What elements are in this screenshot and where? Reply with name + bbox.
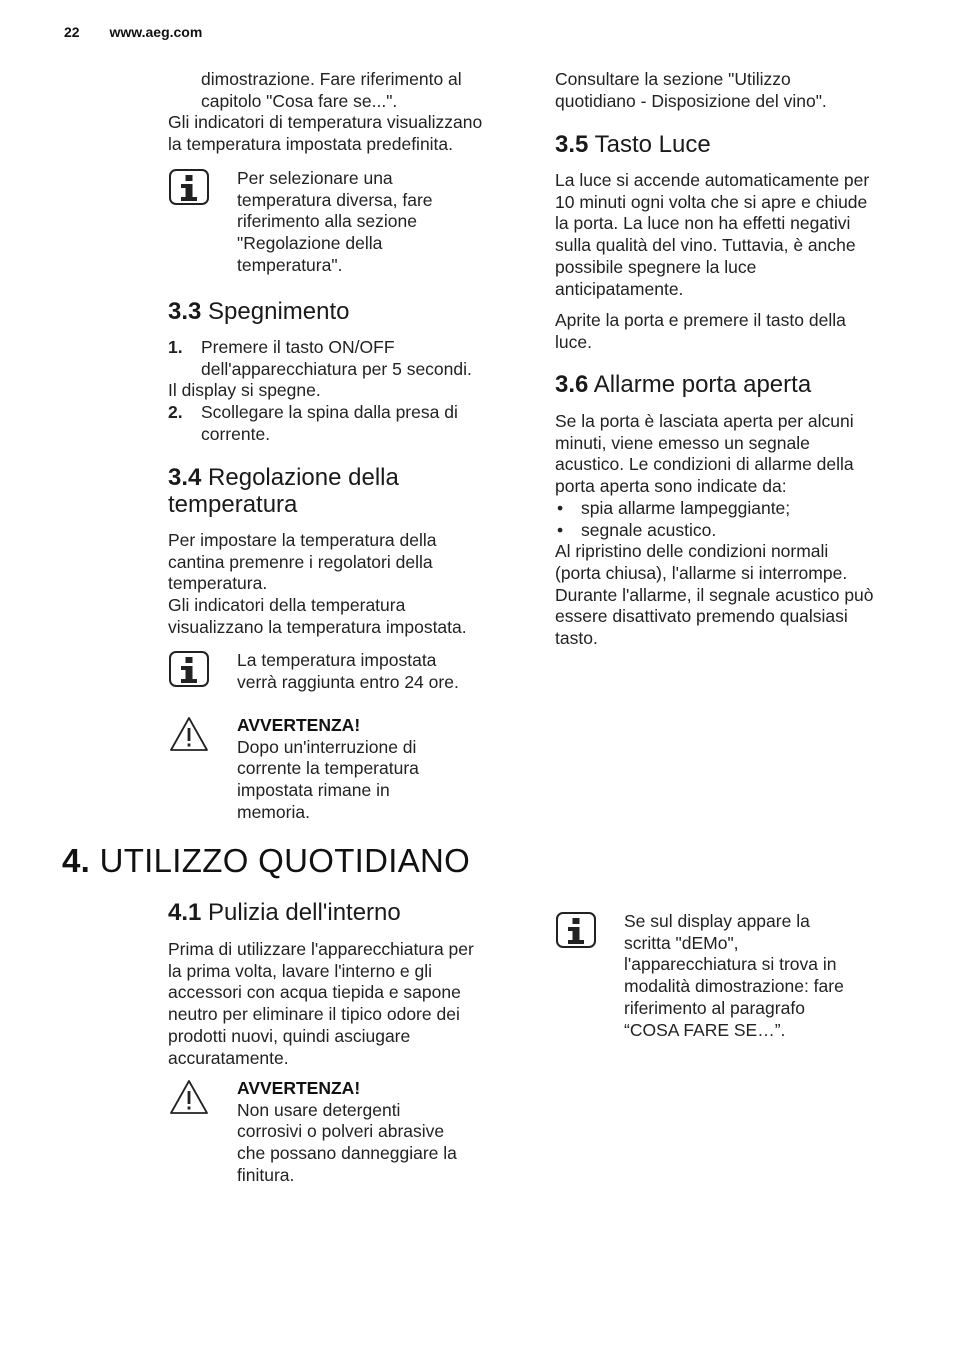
chapter4-right-column (555, 911, 915, 1051)
text-line: Per impostare la temperatura della (168, 530, 437, 550)
step-number: 1. (168, 337, 183, 357)
text-line: anticipatamente. (555, 278, 684, 299)
text-line: visualizzano la temperatura impostata. (168, 616, 467, 637)
info-note-temperature (168, 168, 528, 277)
warning-note-memory (168, 715, 528, 824)
text-line: cantina premenre i regolatori della (168, 551, 433, 572)
text-line: temperatura diversa, fare (237, 189, 433, 210)
chapter-number: 4. (62, 842, 91, 879)
text-line: Aprite la porta e premere il tasto della (555, 310, 846, 330)
chapter4-left-column (168, 899, 528, 1199)
text-line: minuti, viene emesso un segnale (555, 432, 810, 453)
text-line: verrà raggiunta entro 24 ore. (237, 671, 459, 692)
text-line: prodotti nuovi, quindi asciugare (168, 1025, 411, 1046)
chapter-title: UTILIZZO QUOTIDIANO (99, 842, 471, 879)
section-number: 3.6 (555, 371, 589, 398)
section-title: Spegnimento (208, 298, 350, 325)
text-line: Scollegare la spina dalla presa di (201, 402, 458, 423)
text-line: Dopo un'interruzione di (237, 736, 417, 757)
text-line: impostata rimane in (237, 780, 390, 801)
text-line: che possano danneggiare la (237, 1143, 457, 1164)
intro-continuation (168, 69, 462, 112)
text-line: sulla qualità del vino. Tuttavia, è anche (555, 235, 856, 256)
text-line: finitura. (237, 1164, 295, 1185)
list-item (555, 520, 915, 542)
text-line: temperatura". (237, 254, 343, 275)
text-line: memoria. (237, 801, 310, 822)
text-line: Premere il tasto ON/OFF (201, 337, 395, 357)
text-line: accuratamente. (168, 1047, 289, 1068)
section-heading-3-6 (555, 371, 811, 398)
text-line: la porta. La luce non ha effetti negativi (555, 213, 851, 234)
text-line: Al ripristino delle condizioni normali (555, 541, 829, 562)
section-3-6-text (555, 411, 915, 650)
section-number: 3.5 (555, 131, 589, 158)
step-result: Il display si spegne. (168, 380, 321, 401)
left-column (168, 69, 528, 829)
step-number: 2. (168, 402, 183, 423)
text-line: corrente. (201, 423, 271, 444)
warning-title: AVVERTENZA! (237, 715, 361, 735)
warning-icon (168, 715, 210, 753)
info-note-text (237, 650, 528, 693)
info-icon (168, 168, 210, 206)
text-line: Consultare la sezione "Utilizzo (555, 69, 791, 89)
section-title: Regolazione della (208, 464, 399, 491)
bullet: • (557, 519, 564, 540)
text-line: temperatura. (168, 573, 268, 594)
section-heading-3-4 (168, 464, 399, 518)
text-line: Per selezionare una (237, 168, 393, 188)
text-line: (porta chiusa), l'allarme si interrompe. (555, 562, 848, 583)
chapter-heading (62, 842, 470, 880)
text-line: Gli indicatori di temperatura visualizzano (168, 112, 483, 132)
text-line: Se sul display appare la (624, 911, 810, 931)
text-line: l'apparecchiatura si trova in (624, 954, 837, 975)
text-line: La temperatura impostata (237, 650, 437, 670)
text-line: Se la porta è lasciata aperta per alcuni (555, 411, 854, 431)
text-line: dell'apparecchiatura per 5 secondi. (201, 358, 472, 379)
text-line: luce. (555, 331, 592, 352)
intro-text (168, 112, 482, 155)
section-number: 3.3 (168, 298, 202, 325)
section-title-cont: temperatura (168, 491, 298, 518)
text-line: dimostrazione. Fare riferimento al (201, 69, 462, 89)
info-note-demo (555, 911, 915, 1041)
bullet-text: segnale acustico. (581, 519, 717, 540)
right-column (555, 69, 915, 669)
info-note-24h (168, 650, 528, 693)
warning-title: AVVERTENZA! (237, 1078, 361, 1098)
section-title: Allarme porta aperta (593, 371, 812, 398)
text-line: riferimento alla sezione (237, 211, 417, 232)
section-heading-4-1 (168, 899, 401, 926)
text-line: neutro per eliminare il tipico odore dei (168, 1004, 460, 1025)
section-title: Tasto Luce (594, 131, 711, 158)
section-3-5-text (555, 170, 869, 300)
list-item (555, 498, 915, 520)
text-line: riferimento al paragrafo (624, 997, 805, 1018)
text-line: La luce si accende automaticamente per (555, 170, 870, 190)
info-note-text (237, 168, 528, 277)
page-header (64, 24, 202, 40)
info-icon (555, 911, 597, 949)
text-line: la prima volta, lavare l'interno e gli (168, 960, 433, 981)
text-line: capitolo "Cosa fare se...". (201, 90, 398, 111)
warning-note-text (237, 1078, 528, 1187)
warning-note-detergents (168, 1078, 528, 1187)
text-line: Non usare detergenti (237, 1099, 401, 1120)
list-item (168, 402, 528, 445)
text-line: corrente la temperatura (237, 758, 419, 779)
text-line: modalità dimostrazione: fare (624, 976, 844, 997)
text-line: scritta "dEMo", (624, 932, 739, 953)
text-line: Prima di utilizzare l'apparecchiatura per (168, 939, 474, 959)
bullet: • (557, 497, 564, 518)
list-item (168, 337, 528, 380)
text-line: la temperatura impostata predefinita. (168, 133, 454, 154)
warning-note-text (237, 715, 528, 824)
section-number: 4.1 (168, 899, 202, 926)
info-icon (168, 650, 210, 688)
text-line: “COSA FARE SE…”. (624, 1019, 786, 1040)
section-number: 3.4 (168, 464, 202, 491)
section-3-5-text2 (555, 310, 846, 353)
text-line: "Regolazione della (237, 233, 383, 254)
text-line: Gli indicatori della temperatura (168, 595, 406, 616)
section-heading-3-3 (168, 298, 349, 325)
warning-icon (168, 1078, 210, 1116)
text-line: porta aperta sono indicate da: (555, 476, 787, 497)
text-line: essere disattivato premendo qualsiasi (555, 606, 848, 627)
text-line: corrosivi o polveri abrasive (237, 1121, 445, 1142)
text-line: Durante l'allarme, il segnale acustico può (555, 584, 874, 605)
section-heading-3-5 (555, 131, 711, 158)
site-url: www.aeg.com (109, 24, 203, 40)
text-line: possibile spegnere la luce (555, 256, 757, 277)
right-intro (555, 69, 827, 112)
section-title: Pulizia dell'interno (208, 899, 401, 926)
text-line: tasto. (555, 628, 598, 649)
info-note-text (624, 911, 915, 1041)
section-4-1-text (168, 939, 474, 1069)
text-line: quotidiano - Disposizione del vino". (555, 90, 827, 111)
text-line: acustico. Le condizioni di allarme della (555, 454, 854, 475)
text-line: 10 minuti ogni volta che si apre e chiude (555, 191, 868, 212)
bullet-text: spia allarme lampeggiante; (581, 497, 791, 518)
text-line: accessori con acqua tiepida e sapone (168, 982, 461, 1003)
section-3-4-text (168, 530, 467, 639)
steps-list (168, 337, 528, 446)
page-number: 22 (64, 24, 80, 40)
